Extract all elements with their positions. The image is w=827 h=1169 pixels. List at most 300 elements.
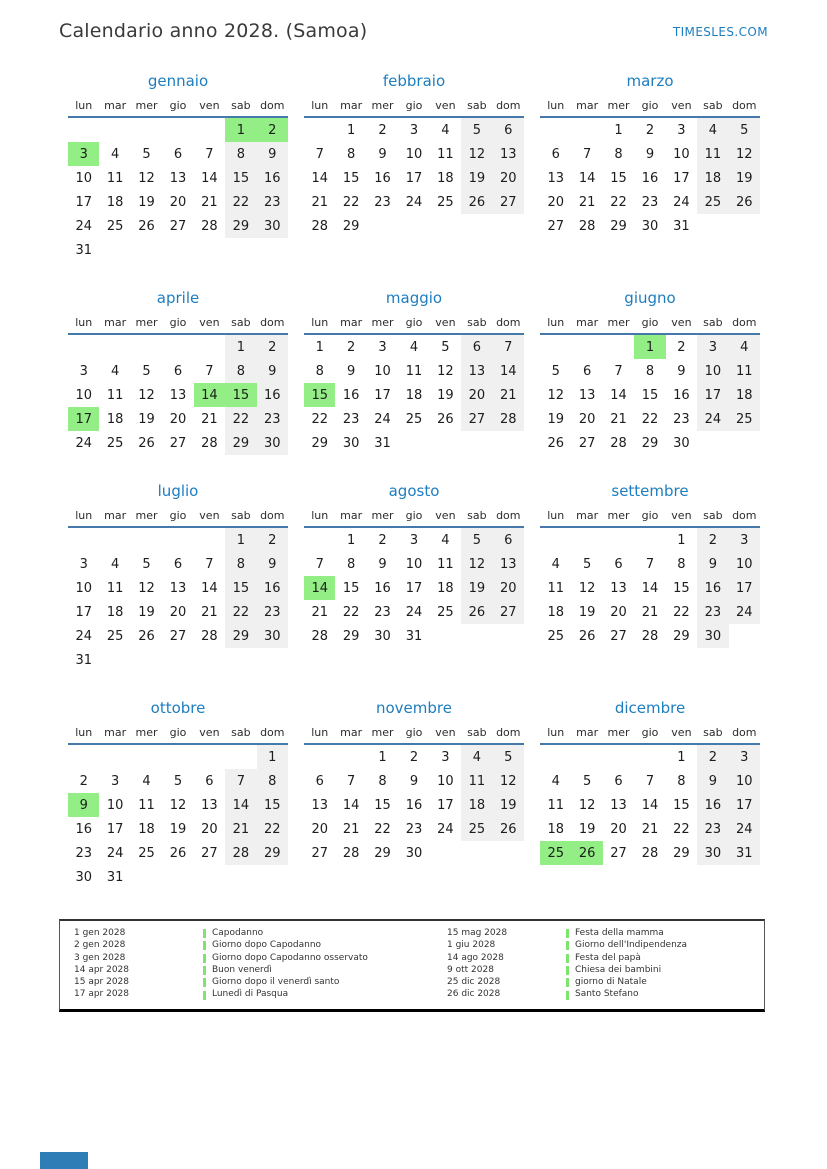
day-cell: 11 (697, 142, 728, 166)
legend-holiday (203, 989, 443, 1000)
day-cell: 24 (374, 411, 391, 427)
weekday-label: mar (104, 509, 127, 522)
day-cell: 22 (610, 194, 627, 210)
weekday-label: gio (641, 726, 659, 739)
weekday-label: mer (371, 726, 394, 739)
holiday-legend-box (59, 919, 765, 1012)
day-cell: 24 (673, 194, 690, 210)
empty-day-cell (131, 118, 162, 142)
day-cell: 27 (169, 218, 187, 234)
weekday-label: mar (576, 316, 599, 329)
weekday-label: sab (703, 509, 723, 522)
day-cell: 16 (257, 166, 288, 190)
empty-day-cell (68, 118, 99, 142)
day-cell: 18 (697, 166, 728, 190)
weekday-label: lun (75, 99, 93, 112)
day-cell: 26 (437, 411, 454, 427)
day-cell: 17 (75, 604, 92, 620)
day-cell: 2 (378, 532, 387, 548)
empty-day-cell (131, 745, 162, 769)
weekday-label: mar (576, 509, 599, 522)
weekday-label: dom (260, 509, 285, 522)
day-cell: 22 (641, 411, 659, 427)
day-cell: 18 (437, 580, 454, 596)
day-cell: 21 (578, 194, 596, 210)
legend-holiday-name: Buon venerdì (212, 964, 272, 975)
day-cell: 12 (138, 170, 155, 186)
empty-day-cell (162, 238, 193, 262)
day-cell: 29 (610, 218, 627, 234)
empty-day-cell (697, 214, 728, 238)
weekday-label: mar (340, 726, 363, 739)
weekday-label: sab (467, 316, 487, 329)
day-cell: 7 (315, 556, 324, 572)
day-cell: 4 (729, 335, 760, 359)
day-cell: 2 (79, 773, 88, 789)
day-cell: 2 (697, 745, 728, 769)
day-cell: 13 (201, 797, 218, 813)
weekday-label: dom (496, 99, 521, 112)
day-cell: 8 (346, 146, 356, 162)
day-cell: 20 (169, 604, 187, 620)
day-cell: 3 (697, 335, 728, 359)
day-cell: 13 (169, 580, 187, 596)
day-cell: 3 (110, 773, 120, 789)
empty-day-cell (99, 335, 130, 359)
day-cell: 5 (461, 528, 492, 552)
legend-holiday (203, 953, 443, 964)
day-cell: 12 (547, 387, 564, 403)
day-cell: 18 (547, 821, 564, 837)
day-cell: 27 (493, 600, 524, 624)
day-cell: 10 (106, 797, 124, 813)
day-cell: 31 (106, 869, 124, 885)
holiday-day-cell: 3 (68, 142, 99, 166)
weekday-label: mer (135, 99, 158, 112)
day-cell: 13 (169, 387, 187, 403)
weekday-label: lun (75, 726, 93, 739)
month-day-grid (540, 335, 760, 455)
empty-day-cell (461, 841, 492, 865)
day-cell: 10 (697, 359, 728, 383)
weekday-label: sab (703, 726, 723, 739)
day-cell: 4 (142, 773, 151, 789)
weekday-label: lun (75, 316, 93, 329)
month-block-ottobre (68, 699, 288, 889)
legend-holiday-name: Santo Stefano (575, 989, 639, 1000)
holiday-marker-bar (566, 929, 569, 938)
holiday-day-cell: 25 (540, 841, 571, 865)
weekday-label: mer (371, 509, 394, 522)
day-cell: 30 (673, 435, 690, 451)
empty-day-cell (540, 335, 571, 359)
day-cell: 20 (610, 604, 627, 620)
month-day-grid (68, 745, 288, 889)
day-cell: 23 (405, 821, 423, 837)
day-cell: 28 (641, 628, 659, 644)
day-cell: 21 (610, 411, 627, 427)
day-cell: 12 (461, 142, 492, 166)
day-cell: 25 (106, 435, 124, 451)
empty-day-cell (225, 238, 256, 262)
empty-day-cell (398, 214, 429, 238)
day-cell: 13 (547, 170, 564, 186)
day-cell: 27 (547, 218, 564, 234)
legend-date: 2 gen 2028 (74, 940, 126, 951)
day-cell: 14 (610, 387, 627, 403)
day-cell: 1 (677, 532, 686, 548)
empty-day-cell (194, 238, 225, 262)
year-calendar-grid (68, 72, 768, 889)
empty-day-cell (257, 238, 288, 262)
empty-day-cell (398, 431, 429, 455)
day-cell: 22 (342, 194, 360, 210)
weekday-label: mer (607, 99, 630, 112)
day-cell: 4 (697, 118, 728, 142)
weekday-label: mer (135, 509, 158, 522)
empty-day-cell (571, 528, 602, 552)
day-cell: 21 (225, 817, 256, 841)
day-cell: 1 (614, 122, 623, 138)
day-cell: 23 (257, 190, 288, 214)
day-cell: 11 (405, 363, 423, 379)
weekday-header-row (540, 509, 760, 528)
day-cell: 21 (311, 194, 328, 210)
day-cell: 31 (729, 841, 760, 865)
weekday-label: mar (576, 726, 599, 739)
empty-day-cell (461, 431, 492, 455)
day-cell: 1 (378, 749, 387, 765)
day-cell: 15 (673, 797, 690, 813)
day-cell: 27 (610, 628, 627, 644)
day-cell: 14 (578, 170, 596, 186)
legend-holiday-name: Giorno dell'Indipendenza (575, 940, 688, 951)
day-cell: 5 (493, 745, 524, 769)
weekday-label: lun (311, 99, 329, 112)
day-cell: 30 (257, 624, 288, 648)
weekday-header-row (68, 99, 288, 118)
day-cell: 27 (493, 190, 524, 214)
day-cell: 1 (225, 528, 256, 552)
day-cell: 19 (138, 194, 155, 210)
day-cell: 2 (257, 528, 288, 552)
holiday-day-cell: 14 (304, 576, 335, 600)
holiday-marker-bar (203, 966, 206, 975)
day-cell: 7 (614, 363, 623, 379)
day-cell: 14 (311, 170, 328, 186)
empty-day-cell (603, 335, 634, 359)
empty-day-cell (99, 745, 130, 769)
day-cell: 1 (346, 532, 356, 548)
weekday-label: lun (547, 316, 565, 329)
day-cell: 14 (641, 580, 659, 596)
legend-holiday-name: Festa del papà (575, 952, 641, 963)
day-cell: 16 (342, 387, 360, 403)
day-cell: 2 (346, 339, 356, 355)
empty-day-cell (131, 238, 162, 262)
month-title: novembre (376, 699, 452, 717)
day-cell: 9 (409, 773, 419, 789)
day-cell: 16 (697, 793, 728, 817)
day-cell: 18 (106, 604, 124, 620)
day-cell: 12 (437, 363, 454, 379)
day-cell: 29 (225, 624, 256, 648)
day-cell: 10 (405, 146, 423, 162)
day-cell: 26 (138, 628, 155, 644)
month-day-grid (68, 118, 288, 262)
day-cell: 17 (673, 170, 690, 186)
weekday-label: dom (260, 316, 285, 329)
day-cell: 15 (225, 166, 256, 190)
month-block-marzo (540, 72, 760, 238)
day-cell: 19 (729, 166, 760, 190)
empty-day-cell (225, 865, 256, 889)
day-cell: 11 (461, 769, 492, 793)
day-cell: 23 (75, 845, 92, 861)
day-cell: 11 (547, 797, 564, 813)
weekday-label: mar (340, 509, 363, 522)
day-cell: 24 (729, 600, 760, 624)
day-cell: 4 (441, 122, 450, 138)
day-cell: 23 (374, 604, 391, 620)
empty-day-cell (257, 648, 288, 672)
day-cell: 9 (346, 363, 356, 379)
day-cell: 24 (729, 817, 760, 841)
empty-day-cell (194, 118, 225, 142)
empty-day-cell (430, 431, 461, 455)
day-cell: 1 (225, 335, 256, 359)
day-cell: 28 (201, 218, 218, 234)
holiday-marker-bar (566, 966, 569, 975)
empty-day-cell (335, 745, 366, 769)
day-cell: 4 (461, 745, 492, 769)
day-cell: 8 (677, 556, 686, 572)
day-cell: 28 (311, 218, 328, 234)
day-cell: 1 (677, 749, 686, 765)
legend-date: 15 mag 2028 (447, 928, 508, 938)
day-cell: 10 (374, 363, 391, 379)
weekday-label: lun (547, 509, 565, 522)
day-cell: 4 (551, 773, 560, 789)
empty-day-cell (68, 335, 99, 359)
day-cell: 21 (641, 821, 659, 837)
site-link[interactable]: TIMESLES.COM (672, 25, 768, 39)
weekday-label: gio (405, 316, 423, 329)
day-cell: 11 (106, 387, 124, 403)
weekday-label: gio (641, 316, 659, 329)
day-cell: 11 (106, 580, 124, 596)
day-cell: 22 (311, 411, 328, 427)
day-cell: 21 (201, 194, 218, 210)
legend-holiday (566, 928, 754, 939)
weekday-label: sab (703, 99, 723, 112)
empty-day-cell (194, 528, 225, 552)
day-cell: 16 (257, 576, 288, 600)
day-cell: 9 (697, 769, 728, 793)
weekday-label: ven (671, 99, 692, 112)
weekday-label: dom (732, 726, 757, 739)
holiday-marker-bar (203, 941, 206, 950)
day-cell: 4 (441, 532, 450, 548)
day-cell: 12 (169, 797, 187, 813)
empty-day-cell (131, 335, 162, 359)
empty-day-cell (729, 214, 760, 238)
empty-day-cell (304, 528, 335, 552)
empty-day-cell (540, 745, 571, 769)
day-cell: 31 (673, 218, 690, 234)
day-cell: 22 (673, 604, 690, 620)
legend-holiday-name: Chiesa dei bambini (575, 964, 662, 975)
day-cell: 27 (461, 407, 492, 431)
day-cell: 5 (142, 146, 151, 162)
month-day-grid (540, 745, 760, 865)
day-cell: 24 (106, 845, 124, 861)
empty-day-cell (571, 118, 602, 142)
day-cell: 8 (315, 363, 324, 379)
day-cell: 6 (173, 146, 183, 162)
day-cell: 3 (677, 122, 686, 138)
day-cell: 19 (461, 576, 492, 600)
weekday-label: sab (231, 99, 251, 112)
day-cell: 20 (493, 166, 524, 190)
day-cell: 19 (138, 411, 155, 427)
day-cell: 11 (138, 797, 155, 813)
day-cell: 11 (437, 146, 454, 162)
empty-day-cell (697, 431, 728, 455)
day-cell: 4 (110, 363, 120, 379)
day-cell: 22 (342, 604, 360, 620)
weekday-label: gio (169, 99, 187, 112)
day-cell: 20 (610, 821, 627, 837)
day-cell: 13 (610, 797, 627, 813)
weekday-label: dom (496, 316, 521, 329)
day-cell: 23 (697, 600, 728, 624)
day-cell: 22 (257, 817, 288, 841)
day-cell: 14 (225, 793, 256, 817)
day-cell: 3 (441, 749, 450, 765)
day-cell: 16 (257, 383, 288, 407)
day-cell: 2 (378, 122, 387, 138)
day-cell: 28 (225, 841, 256, 865)
day-cell: 20 (311, 821, 328, 837)
day-cell: 6 (173, 556, 183, 572)
empty-day-cell (603, 528, 634, 552)
weekday-header-row (540, 99, 760, 118)
empty-day-cell (461, 214, 492, 238)
weekday-label: lun (311, 726, 329, 739)
day-cell: 2 (645, 122, 655, 138)
day-cell: 28 (201, 628, 218, 644)
day-cell: 21 (641, 604, 659, 620)
day-cell: 13 (493, 142, 524, 166)
legend-date: 1 giu 2028 (447, 940, 496, 951)
day-cell: 6 (461, 335, 492, 359)
day-cell: 24 (405, 604, 423, 620)
empty-day-cell (225, 745, 256, 769)
day-cell: 3 (79, 556, 88, 572)
holiday-marker-bar (566, 978, 569, 987)
weekday-label: sab (467, 726, 487, 739)
day-cell: 13 (461, 359, 492, 383)
day-cell: 5 (582, 773, 592, 789)
day-cell: 25 (437, 604, 454, 620)
day-cell: 11 (437, 556, 454, 572)
month-block-aprile (68, 289, 288, 455)
day-cell: 9 (378, 556, 387, 572)
weekday-label: sab (231, 316, 251, 329)
day-cell: 30 (257, 431, 288, 455)
day-cell: 23 (257, 407, 288, 431)
weekday-label: ven (435, 99, 456, 112)
legend-date: 15 apr 2028 (74, 977, 130, 988)
day-cell: 29 (257, 841, 288, 865)
day-cell: 20 (169, 411, 187, 427)
day-cell: 31 (374, 435, 391, 451)
weekday-label: lun (75, 509, 93, 522)
day-cell: 13 (311, 797, 328, 813)
day-cell: 16 (697, 576, 728, 600)
page-header (59, 20, 768, 42)
day-cell: 7 (205, 363, 214, 379)
legend-date: 25 dic 2028 (447, 977, 501, 988)
day-cell: 10 (437, 773, 454, 789)
day-cell: 28 (201, 435, 218, 451)
day-cell: 19 (437, 387, 454, 403)
empty-day-cell (540, 118, 571, 142)
day-cell: 11 (106, 170, 124, 186)
empty-day-cell (304, 118, 335, 142)
day-cell: 20 (169, 194, 187, 210)
day-cell: 27 (610, 845, 627, 861)
empty-day-cell (634, 528, 665, 552)
weekday-label: ven (199, 509, 220, 522)
day-cell: 10 (75, 170, 92, 186)
day-cell: 28 (493, 407, 524, 431)
weekday-label: ven (199, 316, 220, 329)
weekday-label: gio (405, 99, 423, 112)
legend-date: 9 ott 2028 (447, 964, 494, 975)
day-cell: 7 (205, 556, 214, 572)
day-cell: 16 (374, 170, 391, 186)
month-block-maggio (304, 289, 524, 455)
weekday-header-row (540, 726, 760, 745)
day-cell: 30 (641, 218, 659, 234)
day-cell: 17 (729, 576, 760, 600)
legend-holiday (566, 940, 754, 951)
day-cell: 21 (201, 411, 218, 427)
day-cell: 11 (547, 580, 564, 596)
day-cell: 29 (374, 845, 391, 861)
legend-holiday-name: Lunedì di Pasqua (212, 989, 289, 1000)
day-cell: 20 (578, 411, 596, 427)
weekday-label: dom (496, 726, 521, 739)
day-cell: 19 (493, 793, 524, 817)
weekday-label: sab (703, 316, 723, 329)
day-cell: 25 (106, 628, 124, 644)
day-cell: 23 (697, 817, 728, 841)
day-cell: 28 (578, 218, 596, 234)
day-cell: 7 (225, 769, 256, 793)
day-cell: 22 (225, 407, 256, 431)
day-cell: 26 (493, 817, 524, 841)
day-cell: 6 (173, 363, 183, 379)
day-cell: 22 (225, 600, 256, 624)
weekday-header-row (304, 99, 524, 118)
month-title: agosto (388, 482, 440, 500)
day-cell: 10 (75, 387, 92, 403)
day-cell: 7 (346, 773, 356, 789)
empty-day-cell (729, 624, 760, 648)
